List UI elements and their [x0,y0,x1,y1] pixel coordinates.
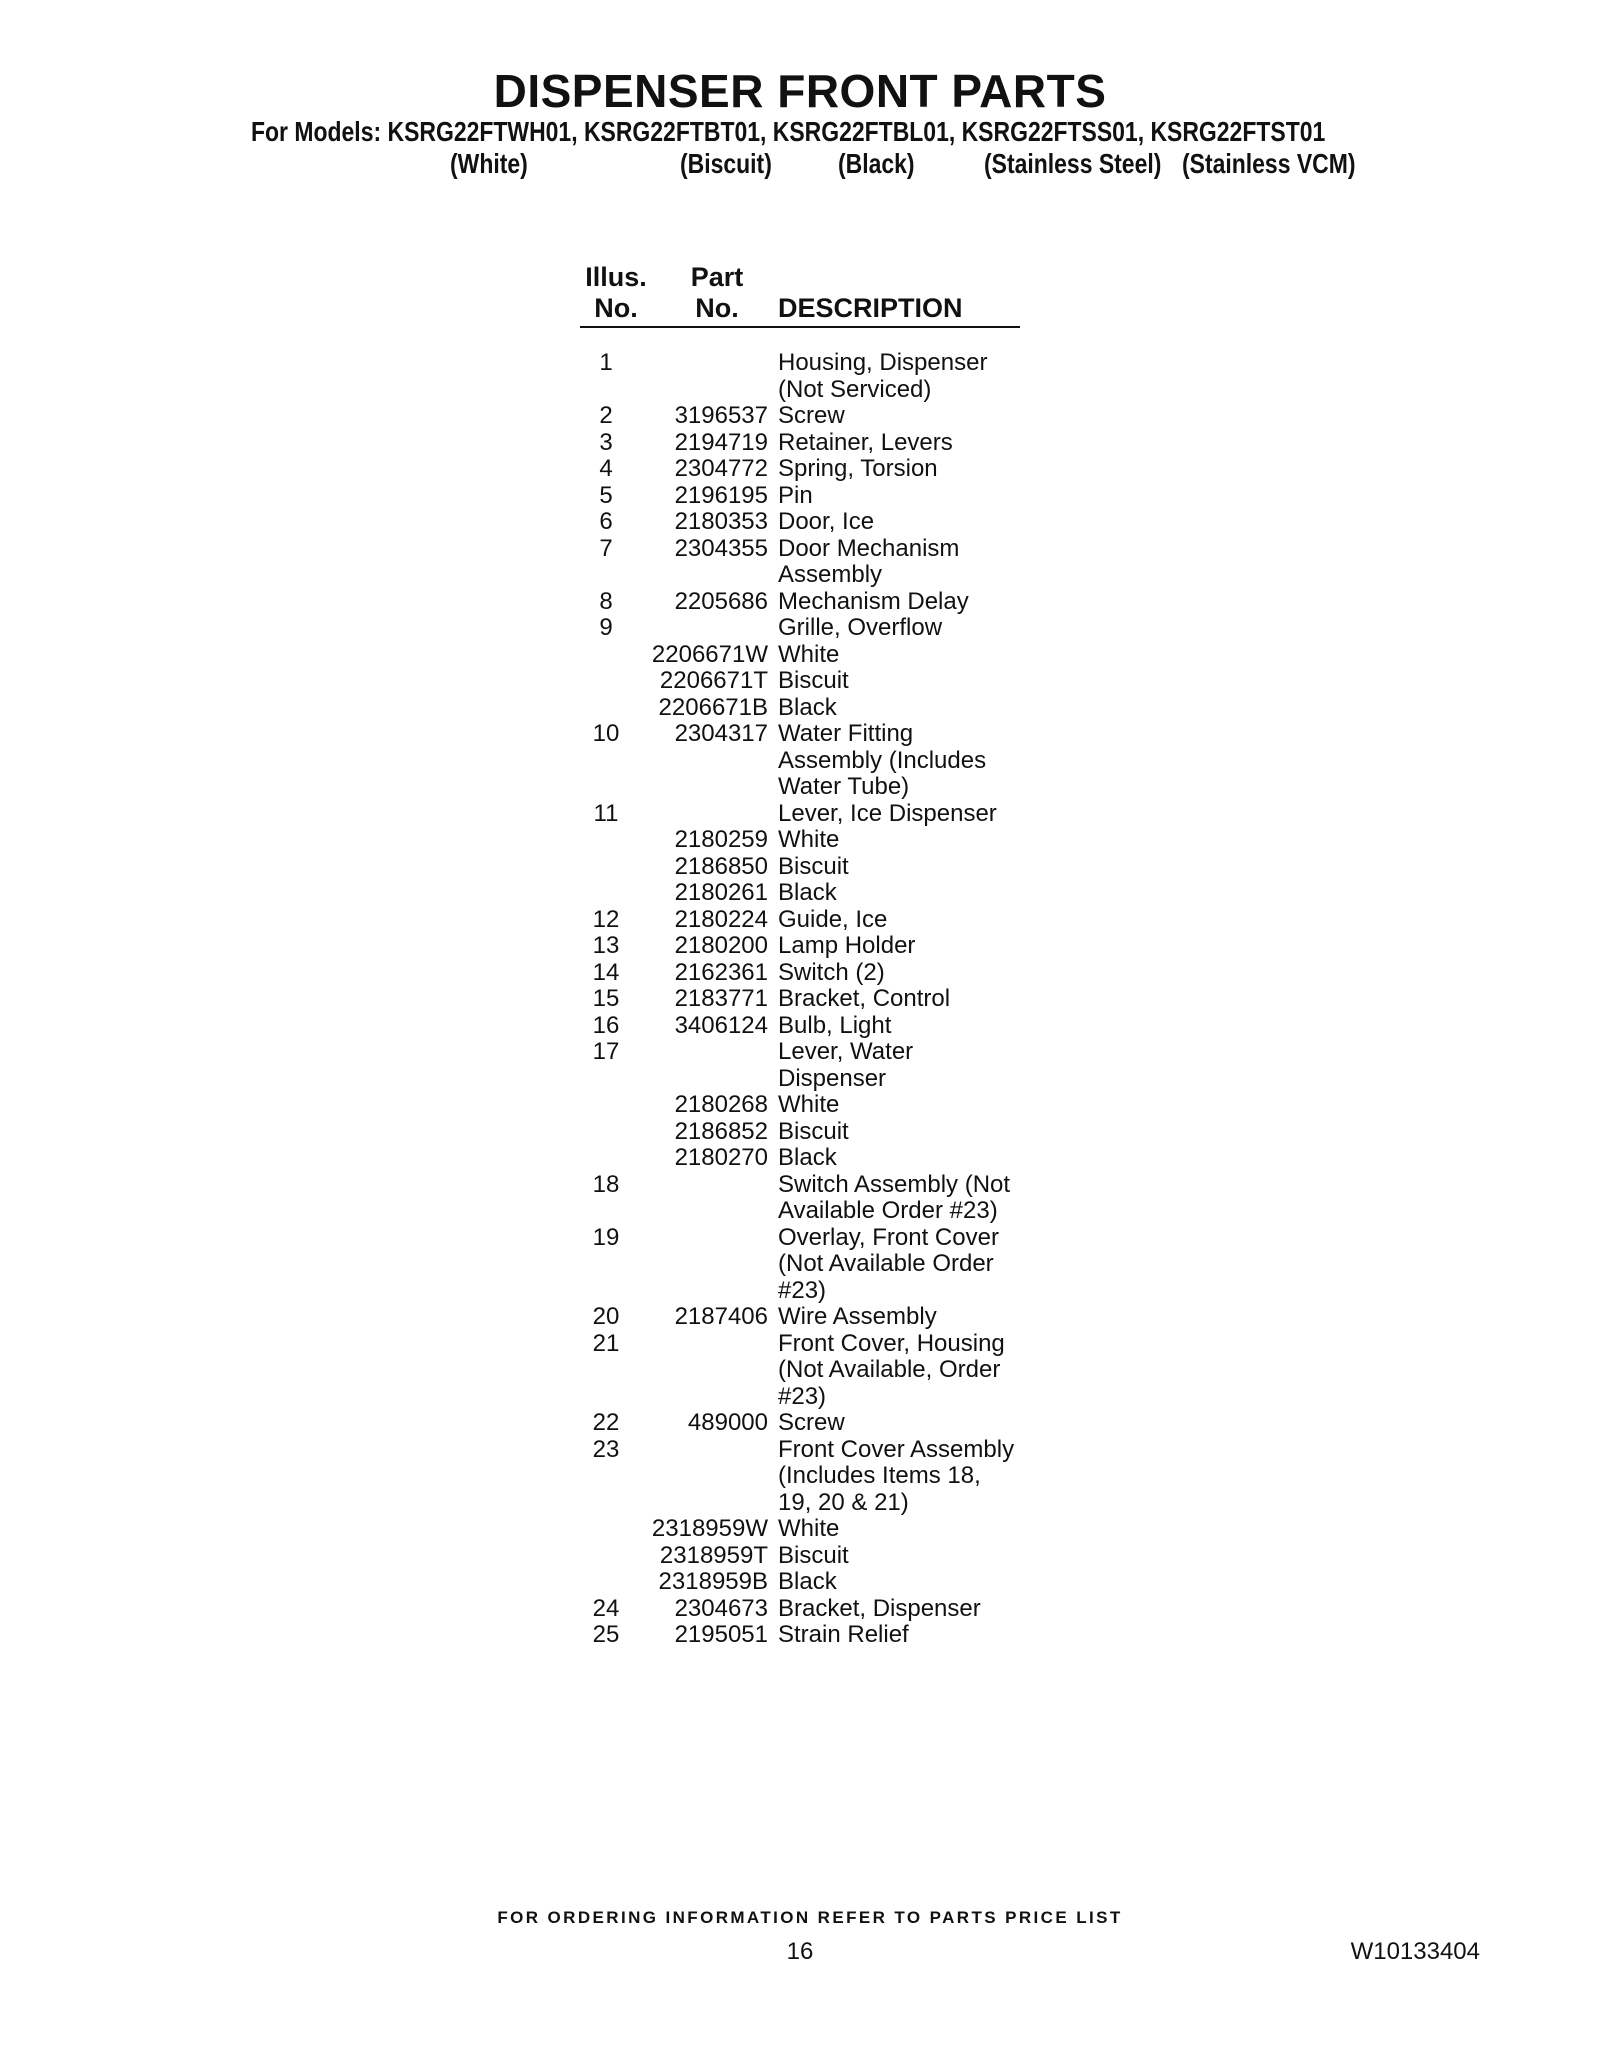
part-number: 3406124 [674,1011,768,1039]
part-description: Black [778,1144,837,1171]
table-row [580,880,1020,907]
part-description: Switch Assembly (Not Available Order #23) [778,1170,1011,1224]
table-row [580,960,1020,987]
table-row [580,1092,1020,1119]
table-row [580,456,1020,483]
illus-number: 6 [599,508,613,535]
table-row [580,1596,1020,1623]
part-number: 2304673 [674,1594,768,1622]
illus-number: 5 [599,481,613,509]
table-row [580,986,1020,1013]
table-row [580,668,1020,695]
part-description: Biscuit [778,667,849,694]
part-description: Door, Ice [778,508,875,535]
table-row [580,1172,1020,1225]
part-description: White [778,1515,840,1542]
table-row [580,801,1020,828]
illus-number: 22 [592,1409,620,1436]
illus-number: 23 [592,1435,620,1463]
part-description: Front Cover Assembly (Includes Items 18, 19, 20 & 21) [778,1435,1015,1516]
part-number: 2180268 [674,1091,768,1118]
illus-number: 17 [592,1038,620,1065]
part-number: 489000 [687,1409,768,1436]
illus-number: 3 [599,428,613,456]
part-number: 2318959T [659,1541,768,1569]
part-header-line2: No. [695,293,739,323]
table-row [580,1622,1020,1649]
illus-number: 19 [592,1223,620,1251]
part-number: 2187406 [674,1303,768,1330]
part-description: Black [778,879,837,906]
part-description: Black [778,693,837,721]
table-row [580,933,1020,960]
color-label-biscuit: (Biscuit) [680,148,772,179]
table-row [580,1331,1020,1411]
part-number: 2318959B [658,1568,768,1595]
color-label-stainless-vcm: (Stainless VCM) [1182,148,1356,179]
part-number: 2186852 [674,1117,768,1145]
part-description: Biscuit [778,1541,849,1569]
part-number: 2180200 [674,932,768,959]
part-description: White [778,640,840,668]
part-description: Switch (2) [778,958,885,986]
illus-no-header [580,262,652,324]
part-description: Bulb, Light [778,1011,892,1039]
part-description: Pin [778,481,813,509]
part-description: Bracket, Dispenser [778,1594,981,1622]
table-row [580,1516,1020,1543]
part-description: Lamp Holder [778,932,916,959]
table-row [580,695,1020,722]
part-number: 2206671T [659,667,768,694]
part-number: 2195051 [674,1621,768,1648]
part-description: Guide, Ice [778,905,888,933]
table-row [580,721,1020,801]
table-row [580,827,1020,854]
table-row [580,854,1020,881]
part-no-header [672,262,762,324]
page-title: DISPENSER FRONT PARTS [493,65,1107,117]
illus-number: 21 [592,1329,620,1357]
table-row [580,350,1020,403]
part-number: 2318959W [651,1515,768,1542]
illus-number: 4 [599,455,613,482]
illus-number: 8 [599,587,613,615]
table-row [580,403,1020,430]
part-description: Water Fitting Assembly (Includes Water Tube) [778,720,987,800]
table-row [580,1410,1020,1437]
part-number: 3196537 [674,402,768,429]
illus-number: 9 [599,614,613,641]
part-number: 2304317 [674,720,768,747]
illus-number: 12 [592,905,620,933]
color-label-black: (Black) [838,148,915,179]
color-label-white: (White) [450,148,528,179]
illus-number: 13 [592,932,620,959]
illus-number: 7 [599,534,613,562]
part-description: White [778,826,840,853]
illus-number: 18 [592,1170,620,1198]
part-description: Wire Assembly [778,1303,937,1330]
part-description: Screw [778,1409,845,1436]
table-row [580,1225,1020,1305]
table-row [580,1543,1020,1570]
table-header [580,262,1020,328]
part-description: Mechanism Delay [778,587,969,615]
part-description: White [778,1091,840,1118]
illus-number: 20 [592,1303,620,1330]
parts-table [580,262,1020,1649]
table-row [580,907,1020,934]
part-description: Lever, Water Dispenser [778,1038,914,1092]
table-body [580,350,1020,1649]
table-row [580,483,1020,510]
part-description: Bracket, Control [778,985,951,1012]
page-number: 16 [786,1938,814,1965]
part-description: Lever, Ice Dispenser [778,799,997,827]
part-number: 2186850 [674,852,768,880]
table-row [580,430,1020,457]
part-number: 2196195 [674,481,768,509]
illus-number: 14 [592,958,620,986]
part-header-line1: Part [690,262,744,292]
part-description: Overlay, Front Cover (Not Available Order #23) [778,1223,999,1304]
table-row [580,509,1020,536]
table-row [580,589,1020,616]
table-row [580,1569,1020,1596]
illus-number: 15 [592,985,620,1012]
color-label-stainless-steel: (Stainless Steel) [984,148,1162,179]
illus-number: 2 [599,402,613,429]
table-row [580,536,1020,589]
part-number: 2180224 [674,905,768,933]
part-number: 2304355 [674,534,768,562]
part-number: 2162361 [674,958,768,986]
part-description: Black [778,1568,837,1595]
part-description: Screw [778,402,845,429]
table-row [580,1304,1020,1331]
part-description: Front Cover, Housing (Not Available, Order #23) [778,1329,1005,1410]
illus-number: 1 [599,349,613,376]
description-header: DESCRIPTION [778,293,963,323]
part-number: 2194719 [674,428,768,456]
part-number: 2205686 [674,587,768,615]
illus-header-line2: No. [594,293,638,323]
table-row [580,1013,1020,1040]
illus-number: 10 [592,720,620,747]
part-description: Strain Relief [778,1621,909,1648]
document-number: W10133404 [1350,1938,1480,1965]
illus-number: 24 [592,1594,620,1622]
part-number: 2180261 [674,879,768,906]
part-number: 2206671W [651,640,768,668]
part-number: 2183771 [674,985,768,1012]
part-number: 2180353 [674,508,768,535]
part-description: Biscuit [778,852,849,880]
table-row [580,642,1020,669]
illus-number: 16 [592,1011,620,1039]
table-row [580,1437,1020,1517]
part-description: Grille, Overflow [778,614,943,641]
part-description: Door Mechanism Assembly [778,534,960,588]
illus-number: 25 [592,1621,620,1648]
table-row [580,1039,1020,1092]
ordering-note: FOR ORDERING INFORMATION REFER TO PARTS PRICE LIST [497,1908,1123,1927]
part-description: Spring, Torsion [778,455,938,482]
illus-header-line1: Illus. [585,262,647,292]
part-description: Retainer, Levers [778,428,953,456]
models-line: For Models: KSRG22FTWH01, KSRG22FTBT01, KSRG22FTBL01, KSRG22FTSS01, KSRG22FTST01 [251,116,1326,147]
table-row [580,615,1020,642]
table-row [580,1119,1020,1146]
table-row [580,1145,1020,1172]
part-number: 2304772 [674,455,768,482]
part-description: Housing, Dispenser (Not Serviced) [778,349,988,403]
part-number: 2180259 [674,826,768,853]
part-number: 2180270 [674,1144,768,1171]
part-description: Biscuit [778,1117,849,1145]
illus-number: 11 [593,799,619,827]
part-number: 2206671B [658,693,768,721]
